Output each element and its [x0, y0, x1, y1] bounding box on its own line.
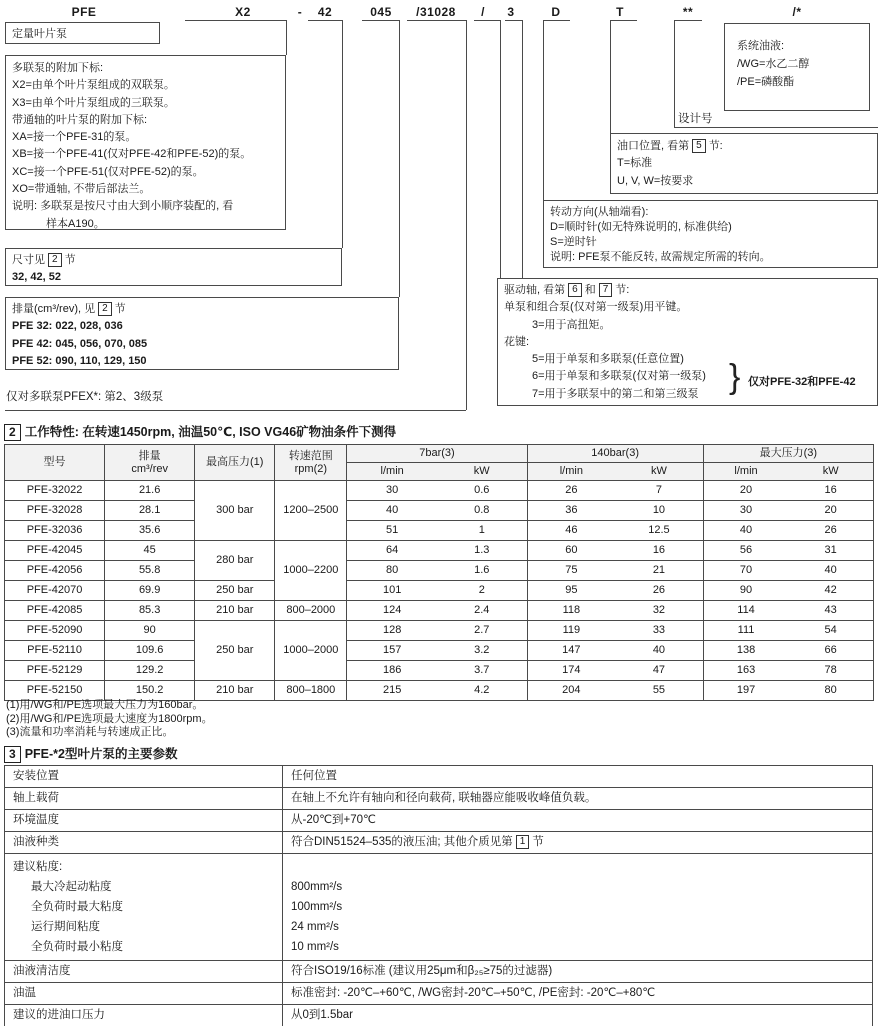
model-cell: PFE-42085: [5, 601, 105, 621]
perf-table-row: [5, 521, 874, 541]
displacement-line: PFE 32: 022, 028, 036: [12, 320, 123, 333]
multi-pump-line: 多联泵的附加下标:: [12, 62, 104, 74]
flow-cell: 163: [703, 661, 788, 681]
connector-line: [543, 20, 544, 200]
power-cell: 0.8: [437, 501, 527, 521]
displacement-prefix: 排量(cm³/rev), 见: [12, 303, 96, 315]
power-cell: 1: [437, 521, 527, 541]
rotation-line: 说明: PFE泵不能反转, 故需规定所需的转向。: [550, 251, 771, 263]
multi-pump-line: XB=接一个PFE-41(仅对PFE-42和PFE-52)的泵。: [12, 148, 252, 161]
model-cell: PFE-32036: [5, 521, 105, 541]
section-ref: 1: [516, 835, 530, 849]
size-box: [5, 248, 342, 286]
param-row: [5, 832, 873, 854]
displacement-line: PFE 52: 090, 110, 129, 150: [12, 354, 147, 367]
flow-cell: 60: [527, 541, 615, 561]
shaft-title: [504, 282, 871, 299]
perf-table-row: [5, 501, 874, 521]
col-header-displacement: [105, 445, 195, 481]
power-cell: 66: [788, 641, 873, 661]
flow-cell: 138: [703, 641, 788, 661]
shaft-line: 5=用于单泵和多联泵(任意位置): [532, 353, 684, 366]
displacement-cell: 109.6: [105, 641, 195, 661]
flow-cell: 40: [347, 501, 437, 521]
param-row: [5, 810, 873, 832]
flow-cell: 128: [347, 621, 437, 641]
displacement-title: [12, 301, 392, 318]
power-cell: 7: [615, 481, 703, 501]
col-header-displacement-line2: cm³/rev: [131, 462, 168, 475]
connector-line: [362, 20, 399, 21]
col-header-pressure: 最高压力(1): [195, 445, 275, 481]
power-cell: 47: [615, 661, 703, 681]
model-cell: PFE-42056: [5, 561, 105, 581]
code-segment-slash: /: [481, 5, 485, 19]
power-cell: 43: [788, 601, 873, 621]
flow-cell: 36: [527, 501, 615, 521]
power-cell: 1.3: [437, 541, 527, 561]
multi-pump-line: XC=接一个PFE-51(仅对PFE-52)的泵。: [12, 165, 204, 178]
displacement-cell: 45: [105, 541, 195, 561]
perf-table-row: [5, 561, 874, 581]
param-label: 油液种类: [5, 832, 283, 854]
param-value: 从-20℃到+70℃: [283, 810, 873, 832]
flow-cell: 46: [527, 521, 615, 541]
col-header-power: kW: [437, 463, 527, 481]
flow-cell: 186: [347, 661, 437, 681]
shaft-prefix: 驱动轴, 看第: [504, 284, 566, 296]
flow-cell: 30: [347, 481, 437, 501]
model-cell: PFE-42070: [5, 581, 105, 601]
flow-cell: 51: [347, 521, 437, 541]
perf-table-row: [5, 601, 874, 621]
code-segment-shaft: 3: [507, 5, 515, 19]
model-cell: PFE-42045: [5, 541, 105, 561]
col-header-flow: l/min: [703, 463, 788, 481]
power-cell: 1.6: [437, 561, 527, 581]
param-row: [5, 766, 873, 788]
param-label: 油温: [5, 983, 283, 1005]
displacement-cell: 85.3: [105, 601, 195, 621]
model-cell: PFE-52090: [5, 621, 105, 641]
model-cell: PFE-52150: [5, 681, 105, 701]
ports-line: U, V, W=按要求: [617, 174, 694, 187]
power-cell: 42: [788, 581, 873, 601]
code-segment-fluid: /*: [792, 5, 802, 19]
flow-cell: 204: [527, 681, 615, 701]
displacement-cell: 28.1: [105, 501, 195, 521]
displacement-line: PFE 42: 045, 056, 070, 085: [12, 337, 148, 350]
flow-cell: 30: [703, 501, 788, 521]
perf-table-row: [5, 681, 874, 701]
param-sub-value: 24 mm²/s: [291, 921, 339, 933]
speed-range-cell: 800–1800: [275, 681, 347, 701]
connector-line: [505, 20, 522, 21]
perf-table-row: [5, 481, 874, 501]
model-cell: PFE-32028: [5, 501, 105, 521]
power-cell: 26: [615, 581, 703, 601]
param-label: 环境温度: [5, 810, 283, 832]
flow-cell: 101: [347, 581, 437, 601]
perf-table-row: [5, 541, 874, 561]
param-label: 建议的进油口压力: [5, 1005, 283, 1026]
power-cell: 33: [615, 621, 703, 641]
perf-table-row: [5, 581, 874, 601]
section2-number: 2: [4, 424, 21, 441]
connector-line: [500, 20, 501, 278]
shaft-line: 花键:: [504, 335, 530, 348]
section-ref: 5: [692, 139, 706, 153]
flow-cell: 197: [703, 681, 788, 701]
flow-cell: 111: [703, 621, 788, 641]
brace-glyph: }: [729, 358, 741, 396]
size-values: 32, 42, 52: [12, 271, 61, 284]
power-cell: 54: [788, 621, 873, 641]
connector-line: [610, 20, 611, 133]
code-segment-secondary: /31028: [416, 5, 456, 19]
rotation-line: 转动方向(从轴端看):: [550, 206, 649, 218]
parameters-table: [4, 765, 873, 1026]
power-cell: 16: [615, 541, 703, 561]
speed-range-cell: 1000–2000: [275, 621, 347, 681]
section3-header: [4, 744, 177, 763]
param-row: [5, 788, 873, 810]
power-cell: 40: [615, 641, 703, 661]
displacement-box: [5, 297, 399, 370]
shaft-suffix: 节:: [615, 284, 630, 296]
col-header-displacement-line1: 排量: [138, 449, 161, 462]
connector-line: [308, 20, 342, 21]
flow-cell: 119: [527, 621, 615, 641]
multi-pump-line: XA=接一个PFE-31的泵。: [12, 131, 137, 144]
displacement-cell: 21.6: [105, 481, 195, 501]
power-cell: 80: [788, 681, 873, 701]
flow-cell: 64: [347, 541, 437, 561]
flow-cell: 215: [347, 681, 437, 701]
connector-line: [543, 20, 570, 21]
code-segment-dash: -: [297, 5, 303, 19]
section3-number: 3: [4, 746, 21, 763]
power-cell: 3.7: [437, 661, 527, 681]
flow-cell: 80: [347, 561, 437, 581]
pressure-cell: 250 bar: [195, 621, 275, 681]
section2-title: 工作特性: 在转速1450rpm, 油温50℃, ISO VG46矿物油条件下测得: [24, 425, 397, 439]
performance-table-body: [5, 481, 874, 701]
param-sub-label: 全负荷时最小粘度: [31, 941, 123, 953]
power-cell: 3.2: [437, 641, 527, 661]
code-segment-displacement: 045: [370, 5, 392, 19]
multi-pump-line: X3=由单个叶片泵组成的三联泵。: [12, 96, 175, 109]
param-sub-label: 最大冷起动粘度: [31, 881, 112, 893]
param-row: [5, 961, 873, 983]
displacement-cell: 150.2: [105, 681, 195, 701]
col-header-speed: [275, 445, 347, 481]
power-cell: 31: [788, 541, 873, 561]
displacement-cell: 35.6: [105, 521, 195, 541]
connector-line: [522, 20, 523, 278]
param-label: 轴上载荷: [5, 788, 283, 810]
flow-cell: 114: [703, 601, 788, 621]
param-sub-value: 10 mm²/s: [291, 941, 339, 953]
param-sub-value: 100mm²/s: [291, 901, 343, 913]
footnotes: [6, 699, 213, 740]
shaft-line: 6=用于单泵和多联泵(仅对第一级泵): [532, 370, 706, 383]
section-ref: 7: [599, 283, 613, 297]
param-sub-value: 800mm²/s: [291, 881, 343, 893]
power-cell: 10: [615, 501, 703, 521]
param-label: 油液清洁度: [5, 961, 283, 983]
power-cell: 55: [615, 681, 703, 701]
code-segment-size: 42: [317, 5, 333, 19]
shaft-line: 7=用于多联泵中的第二和第三级泵: [532, 387, 699, 400]
displacement-cell: 129.2: [105, 661, 195, 681]
shaft-line: 单泵和组合泵(仅对第一级泵)用平键。: [504, 301, 688, 314]
rotation-box: [543, 200, 878, 268]
power-cell: 32: [615, 601, 703, 621]
power-cell: 26: [788, 521, 873, 541]
ports-suffix: 节:: [708, 140, 723, 152]
flow-cell: 90: [703, 581, 788, 601]
pressure-cell: 210 bar: [195, 681, 275, 701]
perf-table-row: [5, 621, 874, 641]
power-cell: 16: [788, 481, 873, 501]
model-cell: PFE-52110: [5, 641, 105, 661]
param-value: 符合DIN51524–535的液压油; 其他介质见第 1 节: [283, 832, 873, 854]
rotation-line: S=逆时针: [550, 236, 597, 248]
pressure-cell: 250 bar: [195, 581, 275, 601]
flow-cell: 20: [703, 481, 788, 501]
connector-line: [610, 20, 637, 21]
multi-pump-line: 带通轴的叶片泵的附加下标:: [12, 113, 148, 126]
flow-cell: 174: [527, 661, 615, 681]
model-cell: PFE-52129: [5, 661, 105, 681]
power-cell: 2: [437, 581, 527, 601]
flow-cell: 147: [527, 641, 615, 661]
connector-line: [466, 20, 467, 410]
multi-pump-line: X2=由单个叶片泵组成的双联泵。: [12, 79, 175, 92]
power-cell: 2.7: [437, 621, 527, 641]
displacement-cell: 90: [105, 621, 195, 641]
parameters-table-body: [5, 766, 873, 1026]
pump-type-label: 定量叶片泵: [12, 28, 67, 40]
param-sub-label: 运行期间粘度: [31, 921, 100, 933]
col-header-flow: l/min: [347, 463, 437, 481]
flow-cell: 95: [527, 581, 615, 601]
size-title: [12, 252, 335, 269]
param-row: [5, 1005, 873, 1026]
fluid-line: 系统油液:: [737, 40, 785, 52]
connector-line: [407, 20, 466, 21]
multi-pump-line: 样本A190。: [46, 217, 105, 230]
param-value: [283, 854, 873, 961]
connector-line: [5, 410, 466, 411]
perf-header-row-1: [5, 445, 874, 463]
speed-range-cell: 1000–2200: [275, 541, 347, 601]
displacement-cell: 69.9: [105, 581, 195, 601]
footnote-3: (3)流量和功率消耗与转速成正比。: [6, 726, 174, 738]
col-group-7bar: 7bar(3): [347, 445, 527, 463]
power-cell: 40: [788, 561, 873, 581]
ports-line: T=标准: [617, 157, 653, 170]
connector-line: [185, 20, 286, 21]
ports-title: [617, 138, 871, 155]
flow-cell: 118: [527, 601, 615, 621]
power-cell: 12.5: [615, 521, 703, 541]
pressure-cell: 280 bar: [195, 541, 275, 581]
col-header-speed-line2: rpm(2): [294, 462, 328, 475]
flow-cell: 75: [527, 561, 615, 581]
connector-line: [286, 20, 287, 55]
shaft-mid: 和: [584, 284, 596, 296]
performance-table: [4, 444, 874, 701]
param-label: 安装位置: [5, 766, 283, 788]
fluid-box: [724, 23, 870, 111]
multi-only-note: 仅对多联泵PFEX*: 第2、3级泵: [6, 391, 164, 403]
param-sub-label: 全负荷时最大粘度: [31, 901, 123, 913]
code-segment-ports: T: [616, 5, 624, 19]
connector-line: [474, 20, 500, 21]
col-header-power: kW: [788, 463, 873, 481]
col-group-140bar: 140bar(3): [527, 445, 703, 463]
multi-pump-line: XO=带通轴, 不带后部法兰。: [12, 183, 151, 196]
power-cell: 21: [615, 561, 703, 581]
flow-cell: 56: [703, 541, 788, 561]
size-suffix: 节: [64, 254, 76, 266]
col-header-speed-line1: 转速范围: [288, 449, 333, 462]
flow-cell: 157: [347, 641, 437, 661]
power-cell: 2.4: [437, 601, 527, 621]
power-cell: 4.2: [437, 681, 527, 701]
connector-line: [674, 20, 702, 21]
footnote-1: (1)用/WG和/PE选项最大压力为160bar。: [6, 699, 204, 711]
shaft-line: 3=用于高扭矩。: [532, 318, 611, 331]
speed-range-cell: 1200–2500: [275, 481, 347, 541]
speed-range-cell: 800–2000: [275, 601, 347, 621]
perf-table-row: [5, 641, 874, 661]
section3-title: PFE-*2型叶片泵的主要参数: [24, 747, 178, 761]
power-cell: 78: [788, 661, 873, 681]
pump-type-box: [5, 22, 160, 44]
ports-prefix: 油口位置, 看第: [617, 140, 690, 152]
flow-cell: 40: [703, 521, 788, 541]
flow-cell: 26: [527, 481, 615, 501]
connector-line: [342, 20, 343, 248]
param-value: 在轴上不允许有轴向和径向载荷, 联轴器应能吸收峰值负载。: [283, 788, 873, 810]
rotation-line: D=顺时针(如无特殊说明的, 标准供给): [550, 221, 732, 233]
perf-table-row: [5, 661, 874, 681]
displacement-cell: 55.8: [105, 561, 195, 581]
section-ref: 2: [48, 253, 62, 267]
col-group-maxpressure: 最大压力(3): [703, 445, 873, 463]
multi-pump-line: 说明: 多联泵是按尺寸由大到小顺序装配的, 看: [12, 200, 234, 213]
param-value: 标准密封: -20℃–+60℃, /WG密封-20℃–+50℃, /PE密封: -20℃–+80℃: [283, 983, 873, 1005]
param-value: 符合ISO19/16标准 (建议用25μm和β₂₅≥75的过滤器): [283, 961, 873, 983]
connector-line: [674, 20, 675, 127]
multi-pump-box: [5, 55, 286, 230]
section-ref: 2: [98, 302, 112, 316]
footnote-2: (2)用/WG和/PE选项最大速度为1800rpm。: [6, 712, 213, 725]
col-header-power: kW: [615, 463, 703, 481]
param-label: 建议粘度: 最大冷起动粘度 全负荷时最大粘度 运行期间粘度 全负荷时最小粘度: [5, 854, 283, 961]
design-number-label: 设计号: [678, 113, 713, 125]
col-header-flow: l/min: [527, 463, 615, 481]
flow-cell: 70: [703, 561, 788, 581]
size-prefix: 尺寸见: [12, 254, 45, 266]
ports-box: [610, 133, 878, 194]
displacement-suffix: 节: [114, 303, 126, 315]
flow-cell: 124: [347, 601, 437, 621]
code-segment-series: PFE: [71, 5, 97, 19]
param-row: [5, 983, 873, 1005]
section2-header: [4, 422, 396, 441]
fluid-line: /PE=磷酸酯: [737, 76, 795, 88]
section-ref: 6: [568, 283, 582, 297]
code-segment-subscript: X2: [235, 5, 251, 19]
connector-line: [674, 127, 878, 128]
power-cell: 0.6: [437, 481, 527, 501]
model-cell: PFE-32022: [5, 481, 105, 501]
pressure-cell: 300 bar: [195, 481, 275, 541]
power-cell: 20: [788, 501, 873, 521]
code-segment-design: **: [682, 5, 694, 19]
fluid-line: /WG=水乙二醇: [737, 58, 810, 70]
shaft-bracket-note: 仅对PFE-32和PFE-42: [748, 376, 856, 388]
code-segment-rotation: D: [551, 5, 561, 19]
param-value: 任何位置: [283, 766, 873, 788]
param-row: [5, 854, 873, 961]
connector-line: [399, 20, 400, 297]
param-value: 从0到1.5bar: [283, 1005, 873, 1026]
col-header-model: 型号: [5, 445, 105, 481]
pressure-cell: 210 bar: [195, 601, 275, 621]
